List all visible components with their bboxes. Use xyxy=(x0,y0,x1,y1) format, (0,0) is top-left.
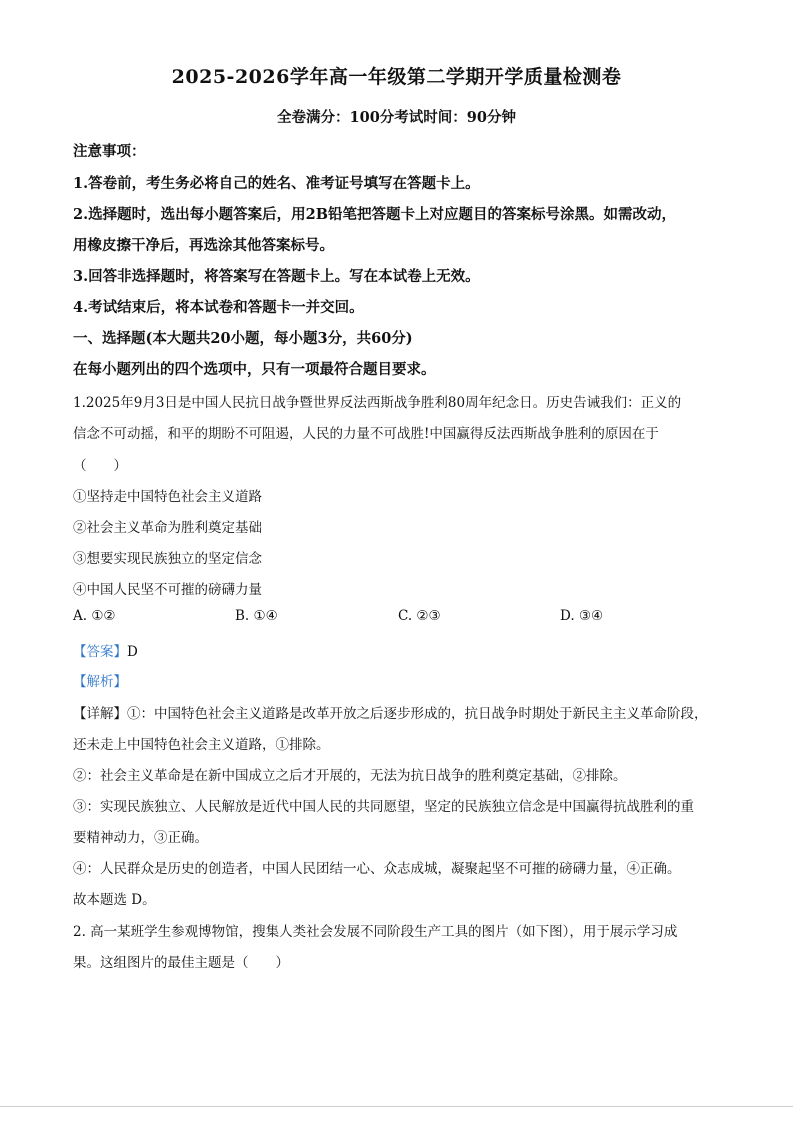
exam-info: 全卷满分：100分考试时间：90分钟 xyxy=(277,109,516,126)
question-1-stem: 信念不可动摇，和平的期盼不可阻遏，人民的力量不可战胜!中国赢得反法西斯战争胜利的原因在于 xyxy=(73,426,659,442)
section-heading: 一、选择题(本大题共20小题，每小题3分，共60分) xyxy=(73,330,413,347)
option-c: C. ②③ xyxy=(398,608,441,624)
statement-2: ②社会主义革命为胜利奠定基础 xyxy=(73,520,262,536)
detail-tag: 【详解】 xyxy=(73,706,127,722)
statement-1: ①坚持走中国特色社会主义道路 xyxy=(73,489,262,505)
detail-line: ②：社会主义革命是在新中国成立之后才开展的，无法为抗日战争的胜利奠定基础，②排除。 xyxy=(73,768,627,784)
detail-line xyxy=(73,702,708,722)
page-title: 2025-2026学年高一年级第二学期开学质量检测卷 xyxy=(171,66,622,88)
question-1-stem: 1.2025年9月3日是中国人民抗日战争暨世界反法西斯战争胜利80周年纪念日。历史告诫我们：正义的 xyxy=(73,395,682,411)
question-2-stem: 2. 高一某班学生参观博物馆，搜集人类社会发展不同阶段生产工具的图片（如下图），用于展示学习成 xyxy=(73,924,678,940)
detail-line: 还未走上中国特色社会主义道路，①排除。 xyxy=(73,737,330,753)
page-bottom-rule xyxy=(0,1106,793,1107)
notice-item: 3.回答非选择题时，将答案写在答题卡上。写在本试卷上无效。 xyxy=(73,268,480,285)
notice-item: 2.选择题时，选出每小题答案后，用2B铅笔把答题卡上对应题目的答案标号涂黑。如需改动， xyxy=(73,206,676,223)
detail-line: ③：实现民族独立、人民解放是近代中国人民的共同愿望，坚定的民族独立信念是中国赢得抗战胜利的重 xyxy=(73,799,694,815)
detail-line: 要精神动力，③正确。 xyxy=(73,830,208,846)
detail-conclusion: 故本题选 D。 xyxy=(73,892,156,908)
answer-tag: 【答案】 xyxy=(73,644,127,660)
detail-line: ④：人民群众是历史的创造者，中国人民团结一心、众志成城，凝聚起坚不可摧的磅礴力量，④正确。 xyxy=(73,861,681,877)
option-b: B. ①④ xyxy=(235,608,278,624)
option-a: A. ①② xyxy=(73,608,116,624)
notice-item: 1.答卷前，考生务必将自己的姓名、准考证号填写在答题卡上。 xyxy=(73,175,480,192)
statement-3: ③想要实现民族独立的坚定信念 xyxy=(73,551,262,567)
answer-value: D xyxy=(127,644,138,660)
notice-heading: 注意事项： xyxy=(73,143,146,160)
answer-line xyxy=(73,640,138,660)
notice-item: 4.考试结束后，将本试卷和答题卡一并交回。 xyxy=(73,299,364,316)
question-2-stem: 果。这组图片的最佳主题是（ ） xyxy=(73,955,289,971)
question-1-stem: （ ） xyxy=(73,458,127,474)
statement-4: ④中国人民坚不可摧的磅礴力量 xyxy=(73,582,262,598)
analysis-tag: 【解析】 xyxy=(73,674,127,690)
section-instruction: 在每小题列出的四个选项中，只有一项最符合题目要求。 xyxy=(73,361,436,378)
detail-text: ①：中国特色社会主义道路是改革开放之后逐步形成的，抗日战争时期处于新民主主义革命阶段， xyxy=(127,706,708,722)
notice-item: 用橡皮擦干净后，再选涂其他答案标号。 xyxy=(73,237,334,254)
option-d: D. ③④ xyxy=(560,608,604,624)
